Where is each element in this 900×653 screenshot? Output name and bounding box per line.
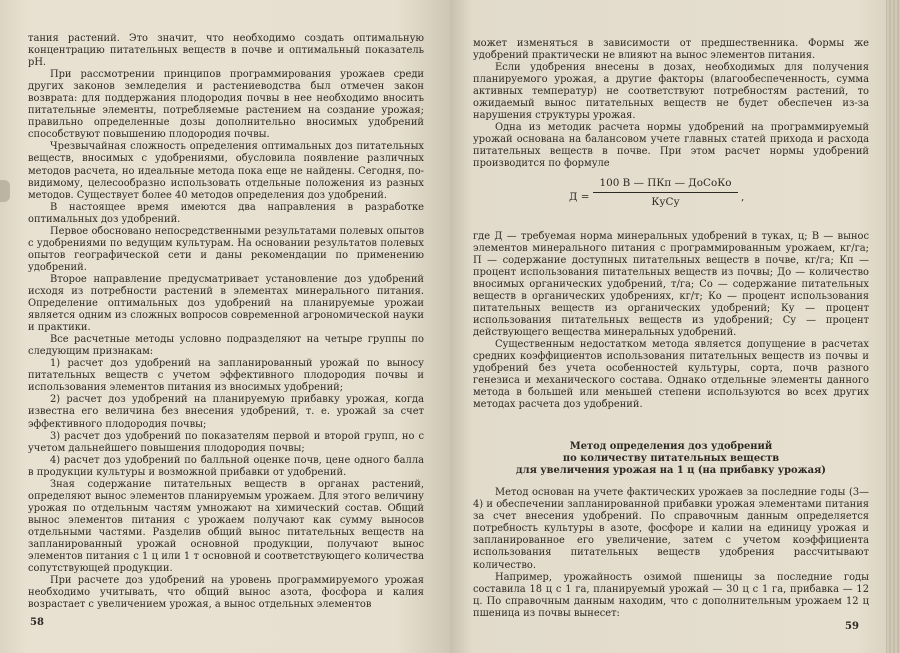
- paragraph: Одна из методик расчета нормы удобрений на программируемый урожай основана на балансовом учете главных статей прихода и расхода питательных веществ в почве. При этом расчет нормы удобрений производится по формуле: [473, 122, 869, 170]
- paragraph: тания растений. Это значит, что необходимо создать оптимальную концентрацию питательных веществ в почве и оптимальный показатель pH.: [28, 33, 424, 69]
- formula-numerator: 100 В — ПКп — ДоСоКо: [593, 177, 738, 193]
- paragraph: может изменяться в зависимости от предшественника. Формы же удобрений практически не влияют на вынос элементов питания.: [473, 38, 869, 62]
- formula-denominator: КуСу: [651, 195, 680, 208]
- paragraph: Если удобрения внесены в дозах, необходимых для получения планируемого урожая, а другие факторы (влагообеспеченность, сумма активных температур) не соответствуют потребностям растений, то ожидаемый вынос питательных веществ не будет обеспечен из-за нарушения структуры урожая.: [473, 62, 869, 122]
- paragraph: Чрезвычайная сложность определения оптимальных доз питательных веществ, вносимых с удобрениями, обусловила появление различных методов расчета, но идеальные метода пока еще не найдены. Сегодня, по-видимому, целесообразно использовать отдельные положения из разных методов. Существует более 40 методов определения доз удобрений.: [28, 141, 424, 201]
- paragraph: Например, урожайность озимой пшеницы за последние годы составила 18 ц с 1 га, планируемый урожай — 30 ц с 1 га, прибавка — 12 ц. По справочным данным находим, что с дополнительным урожаем 12 ц пшеница из почвы вынесет:: [473, 571, 869, 619]
- right-text-column: [473, 38, 869, 620]
- page-number: 58: [30, 617, 44, 628]
- page-edge: [886, 0, 900, 653]
- section-heading: [473, 441, 869, 477]
- formula-comma: ,: [741, 190, 745, 203]
- paragraph: Существенным недостатком метода является допущение в расчетах средних коэффициентов использования питательных веществ из почвы и удобрений без учета особенностей культуры, сорта, почв разного генезиса и механического состава. Однако отдельные элементы данного метода в большей или меньшей степени используются во всех других методах расчета доз удобрений.: [473, 338, 869, 411]
- left-text-column: [28, 33, 424, 611]
- list-item: 1) расчет доз удобрений на запланированный урожай по выносу питательных веществ с учетом эффективного плодородия почвы и использования элементов питания из вносимых удобрений;: [28, 358, 424, 394]
- page-number: 59: [845, 621, 859, 632]
- list-item: 4) расчет доз удобрений по балльной оценке почв, цене одного балла в продукции культуры и возможной прибавки от удобрений.: [28, 454, 424, 478]
- list-item: 3) расчет доз удобрений по показателям первой и второй групп, но с учетом дальнейшего повышения плодородия почвы;: [28, 430, 424, 454]
- paragraph: При рассмотрении принципов программирования урожаев среди других законов земледелия и растениеводства был отмечен закон возврата: для поддержания плодородия почвы в нее необходимо вносить питательные элементы, потребляемые растением на создание урожая; правильно определенные дозы дополнительно вносимых удобрений способствуют повышению плодородия почвы.: [28, 69, 424, 141]
- paragraph: В настоящее время имеются два направления в разработке оптимальных доз удобрений.: [28, 201, 424, 225]
- paragraph: Метод основан на учете фактических урожаев за последние годы (3—4) и обеспечении запланированной прибавки урожая элементами питания за счет внесения удобрений. По справочным данным определяется потребность культуры в азоте, фосфоре и калии на единицу урожая и запланированное его увеличение, затем с учетом коэффициента использования питательных веществ удобрения рассчитывают количество.: [473, 487, 869, 571]
- page-stain: [0, 180, 10, 202]
- heading-line: Метод определения доз удобрений: [569, 441, 773, 453]
- paragraph: Все расчетные методы условно подразделяют на четыре группы по следующим признакам:: [28, 334, 424, 358]
- fertilizer-formula: [473, 177, 869, 227]
- formula-lhs: Д =: [569, 190, 590, 203]
- heading-line: по количеству питательных веществ: [562, 453, 780, 465]
- paragraph: Второе направление предусматривает установление доз удобрений исходя из потребности растений в элементах минерального питания. Определение оптимальных доз удобрений на планируемые урожаи является одним из сложных вопросов современной агрономической науки и практики.: [28, 273, 424, 334]
- list-item: 2) расчет доз удобрений на планируемую прибавку урожая, когда известна его величина без внесения удобрений, т. е. урожай за счет эффективного плодородия почвы;: [28, 394, 424, 430]
- paragraph: Первое обосновано непосредственными результатами полевых опытов с удобрениями по ведущим культурам. На основании результатов полевых опытов географической сети и даны рекомендации по применению удобрений.: [28, 225, 424, 273]
- paragraph: Зная содержание питательных веществ в органах растений, определяют вынос элементов планируемым урожаем. Для этого величину урожая по отдельным частям умножают на химический состав. Общий вынос элементов питания с урожаем получают как сумму выносов отдельными частями. Разделив общий вынос питательных веществ на запланированный урожай основной продукции, получают вынос элементов питания с 1 ц или 1 т основной и соответствующего количества сопутствующей продукции.: [28, 478, 424, 575]
- right-page: [450, 0, 900, 653]
- paragraph: При расчете доз удобрений на уровень программируемого урожая необходимо учитывать, что общий вынос азота, фосфора и калия возрастает с увеличением урожая, а вынос отдельных элементов: [28, 575, 424, 611]
- paragraph: где Д — требуемая норма минеральных удобрений в туках, ц; В — вынос элементов минерального питания с программированным урожаем, кг/га; П — содержание доступных питательных веществ в почве, кг/га; Кп — процент использования питательных веществ из почвы; До — количество вносимых органических удобрений, т/га; Со — содержание питательных веществ в органических удобрениях, кг/т; Ко — процент использования питательных веществ из органических удобрений; Ку — процент использования питательных веществ из удобрений; Су — процент действующего вещества минеральных удобрений.: [473, 230, 869, 338]
- heading-line: для увеличения урожая на 1 ц (на прибавку урожая): [516, 465, 826, 477]
